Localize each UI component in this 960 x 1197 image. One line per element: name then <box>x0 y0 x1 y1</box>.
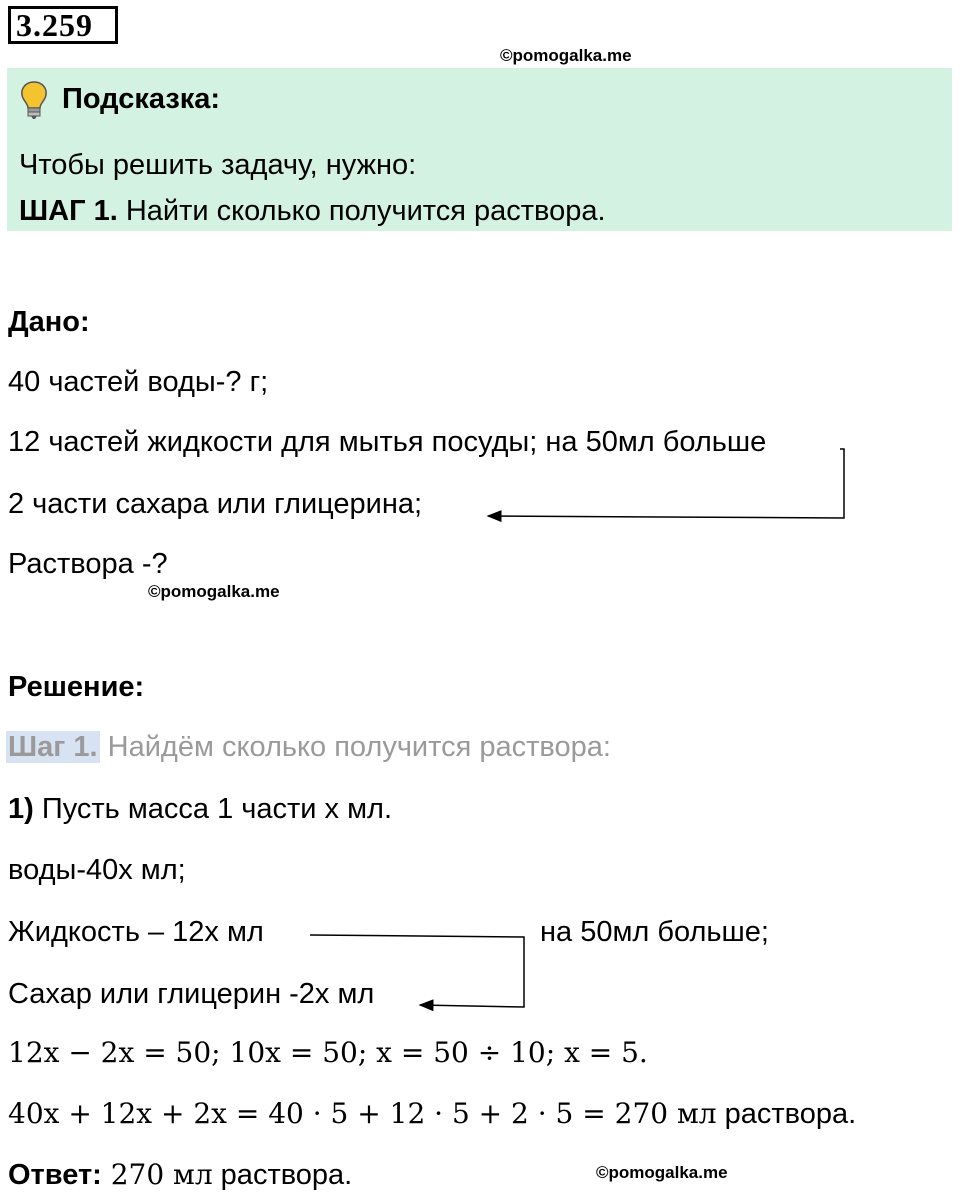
item-text: Пусть масса 1 части x мл. <box>33 793 393 825</box>
given-line: 12 частей жидкости для мытья посуды; на 50мл больше <box>8 426 767 458</box>
solution-step-label: Шаг 1. <box>8 731 98 763</box>
item-number: 1) <box>8 793 34 825</box>
answer-text: раствора. <box>212 1159 353 1191</box>
given-line: Раствора -? <box>8 548 168 580</box>
hint-intro: Чтобы решить задачу, нужно: <box>19 149 417 181</box>
solution-step-text: Найдём сколько получится раствора: <box>99 731 611 763</box>
problem-number: 3.259 <box>8 6 118 44</box>
solution-arrow <box>310 935 524 1007</box>
given-title: Дано: <box>8 306 90 338</box>
equation-2-math: 40x + 12x + 2x = 40 · 5 + 12 · 5 + 2 · 5 = 270 мл <box>8 1097 717 1130</box>
more-note: на 50мл больше; <box>540 916 769 948</box>
liquid-line: Жидкость – 12x мл <box>8 916 264 948</box>
watermark: ©pomogalka.me <box>500 46 632 65</box>
watermark: ©pomogalka.me <box>596 1163 728 1182</box>
hint-step-text: Найти сколько получится раствора. <box>117 195 606 227</box>
hint-step-label: ШАГ 1. <box>19 195 118 227</box>
given-line: 2 части сахара или глицерина; <box>8 488 423 520</box>
answer-label: Ответ: <box>8 1159 102 1191</box>
equation-2-text: раствора. <box>716 1098 857 1130</box>
hint-title: Подсказка: <box>62 83 221 115</box>
answer-value: 270 мл <box>101 1158 213 1191</box>
given-arrow <box>488 449 844 518</box>
given-line: 40 частей воды-? г; <box>8 366 269 398</box>
sugar-line: Сахар или глицерин -2x мл <box>8 978 375 1010</box>
water-line: воды-40x мл; <box>8 854 186 886</box>
watermark: ©pomogalka.me <box>148 582 280 601</box>
solution-title: Решение: <box>8 671 145 703</box>
equation-1: 12x − 2x = 50; 10x = 50; x = 50 ÷ 10; x = 5. <box>8 1036 648 1069</box>
